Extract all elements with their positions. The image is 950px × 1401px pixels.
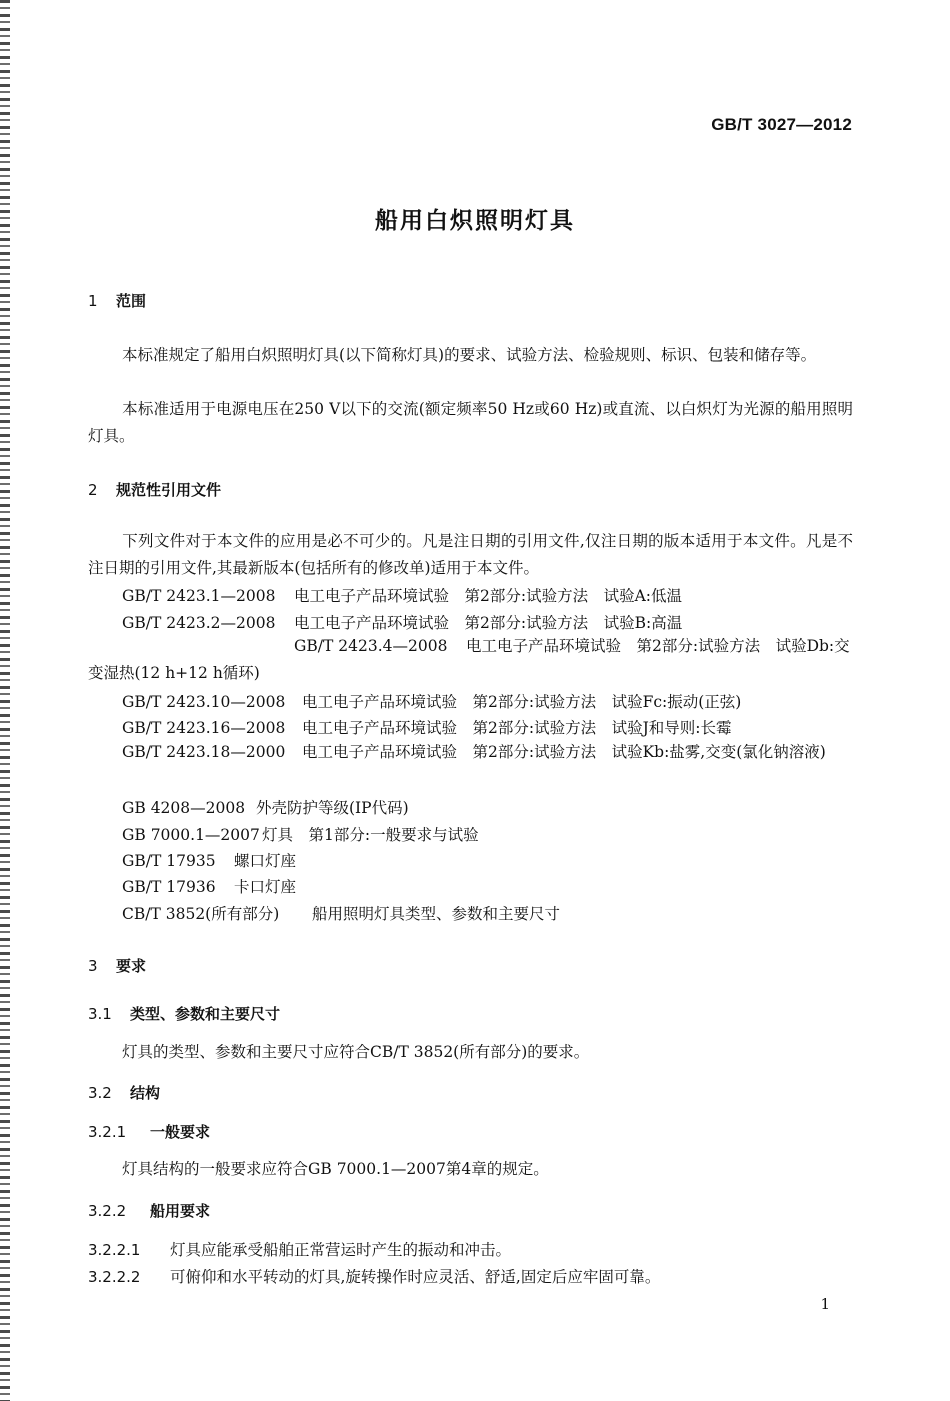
document-title: 船用白炽照明灯具 xyxy=(375,208,575,234)
clause-3-2-2-1: 3.2.2.1 灯具应能承受船舶正常营运时产生的振动和冲击。 xyxy=(88,1241,512,1259)
section-number: 3.1 xyxy=(88,1005,112,1023)
section-3-1-paragraph: 灯具的类型、参数和主要尺寸应符合CB/T 3852(所有部分)的要求。 xyxy=(122,1043,590,1061)
reference-item: GB/T 2423.18—2000 电工电子产品环境试验 第2部分:试验方法 试验Kb:盐雾,交变(氯化钠溶液) xyxy=(122,743,826,761)
section-number: 3.2 xyxy=(88,1084,112,1102)
reference-item: GB 7000.1—2007 灯具 第1部分:一般要求与试验 xyxy=(122,826,479,844)
section-title: 类型、参数和主要尺寸 xyxy=(130,1005,281,1023)
reference-item: GB 4208—2008 外壳防护等级(IP代码) xyxy=(122,799,409,817)
section-title: 要求 xyxy=(116,957,147,975)
section-number: 3.2.2 xyxy=(88,1202,127,1220)
section-3-2-1-paragraph: 灯具结构的一般要求应符合GB 7000.1—2007第4章的规定。 xyxy=(122,1160,549,1178)
reference-item: GB/T 17935 螺口灯座 xyxy=(122,852,297,870)
scope-paragraph-2: 本标准适用于电源电压在250 V以下的交流(额定频率50 Hz或60 Hz)或直流、以白炽灯为光源的船用照明灯具。 xyxy=(88,400,853,445)
section-title: 范围 xyxy=(116,292,147,310)
section-2-heading xyxy=(88,479,221,500)
reference-item: GB/T 2423.10—2008 电工电子产品环境试验 第2部分:试验方法 试验Fc:振动(正弦) xyxy=(122,693,742,711)
standard-number: GB/T 3027—2012 xyxy=(711,115,852,134)
section-3-1-heading xyxy=(88,1003,280,1024)
reference-item: GB/T 2423.4—2008 电工电子产品环境试验 第2部分:试验方法 试验Db:交变湿热(12 h+12 h循环) xyxy=(88,637,850,682)
section-title: 结构 xyxy=(130,1084,161,1102)
section-number: 3.2.1 xyxy=(88,1123,127,1141)
reference-item: GB/T 2423.2—2008 电工电子产品环境试验 第2部分:试验方法 试验B:高温 xyxy=(122,614,683,632)
section-title: 规范性引用文件 xyxy=(116,481,222,499)
reference-item: GB/T 2423.1—2008 电工电子产品环境试验 第2部分:试验方法 试验A:低温 xyxy=(122,587,683,605)
section-number: 3 xyxy=(88,957,98,975)
reference-item: CB/T 3852(所有部分) 船用照明灯具类型、参数和主要尺寸 xyxy=(122,905,561,923)
section-3-2-1-heading xyxy=(88,1121,210,1142)
section-1-heading xyxy=(88,290,146,311)
section-number: 2 xyxy=(88,481,98,499)
section-title: 一般要求 xyxy=(150,1123,211,1141)
section-3-2-2-heading xyxy=(88,1200,210,1221)
reference-item: GB/T 17936 卡口灯座 xyxy=(122,878,297,896)
clause-3-2-2-2: 3.2.2.2 可俯仰和水平转动的灯具,旋转操作时应灵活、舒适,固定后应牢固可靠。 xyxy=(88,1268,661,1286)
section-number: 1 xyxy=(88,292,98,310)
references-intro-paragraph: 下列文件对于本文件的应用是必不可少的。凡是注日期的引用文件,仅注日期的版本适用于本文件。凡是不注日期的引用文件,其最新版本(包括所有的修改单)适用于本文件。 xyxy=(88,532,853,577)
reference-item: GB/T 2423.16—2008 电工电子产品环境试验 第2部分:试验方法 试验J和导则:长霉 xyxy=(122,719,732,737)
section-title: 船用要求 xyxy=(150,1202,211,1220)
section-3-heading xyxy=(88,955,146,976)
section-3-2-heading xyxy=(88,1082,160,1103)
page-number: 1 xyxy=(820,1295,830,1313)
scope-paragraph-1: 本标准规定了船用白炽照明灯具(以下简称灯具)的要求、试验方法、检验规则、标识、包装和储存等。 xyxy=(122,346,817,364)
